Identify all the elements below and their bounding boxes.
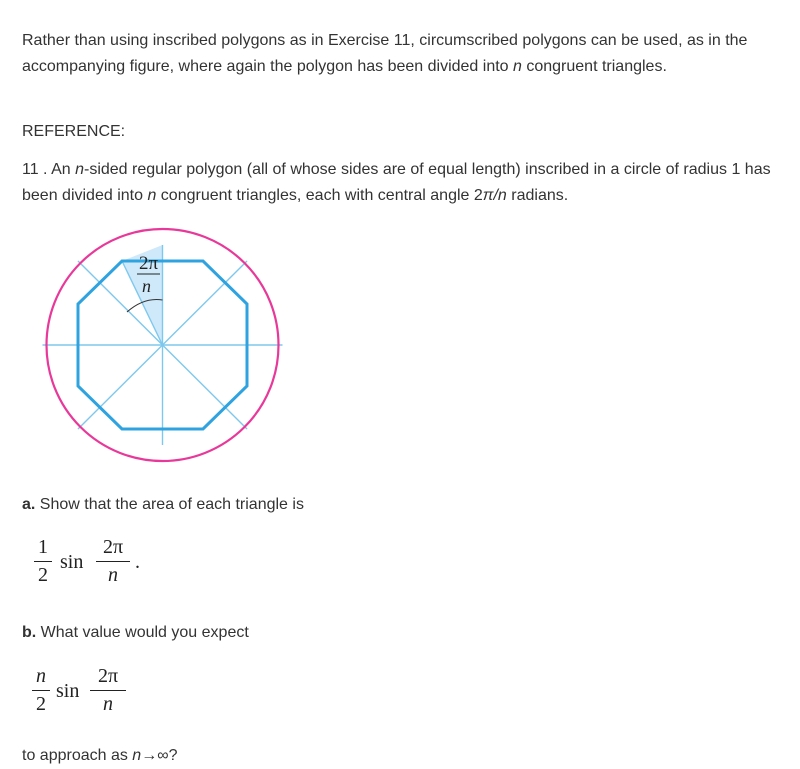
part-b-text: What value would you expect [36,624,249,641]
spoke-6 [163,261,248,345]
formula-b-coef-bar [32,690,50,691]
formula-b-argument [90,665,126,715]
part-b-tail-n: n [132,747,142,764]
intro-text-1: Rather than using inscribed polygons as in Exercise 11, circumscribed polygons can be used, as in the accompanying figure, where again the polygon has been divided into [22,32,748,75]
formula-a-arg-den: n [108,564,118,586]
part-a-label: a. [22,496,36,513]
formula-b-sin: sin [56,680,80,702]
formula-a-arg-bar [96,561,130,562]
intro-n: n [513,58,522,75]
formula-b-arg-num: 2π [97,665,119,687]
formula-a-arg-num: 2π [102,536,124,558]
spoke-8 [163,345,248,429]
formula-b-arg-den: n [103,693,113,715]
part-a-text: Show that the area of each triangle is [35,496,304,513]
intro-text-2: congruent triangles. [521,58,667,75]
part-b-tail-limit: →∞? [141,747,178,764]
part-b-tail-text: to approach as [22,747,133,764]
angle-label-numerator: 2π [139,253,159,274]
reference-end: radians. [506,187,569,204]
formula-b-coef-num: n [36,665,46,687]
reference-text-1: -sided regular polygon (all of whose sides are of equal length) inscribed in a circle of radius 1 has been divided into [22,161,771,204]
formula-a-sin: sin [60,551,84,573]
reference-text-2: congruent triangles, each with central angle 2 [156,187,483,204]
spoke-7 [78,345,163,429]
reference-paragraph [22,157,782,209]
reference-heading: REFERENCE: [22,123,126,140]
angle-label-denominator: n [142,276,151,296]
formula-a-coefficient [34,536,52,586]
formula-b [32,665,172,731]
formula-b-arg-bar [90,690,126,691]
reference-number: 11 . An [22,161,76,178]
part-a-paragraph [22,492,782,518]
formula-a [34,536,174,602]
reference-pi-over-n: π/n [482,187,507,204]
formula-b-coefficient [32,665,50,715]
formula-a-coef-bar [34,561,52,562]
polygon-figure [40,224,285,467]
formula-a-coef-num: 1 [38,536,48,558]
formula-a-argument [96,536,130,586]
part-b-paragraph [22,620,782,646]
formula-a-period: . [135,551,140,573]
reference-n2: n [147,187,157,204]
reference-n-sided: n [75,161,84,178]
formula-a-coef-den: 2 [38,564,48,586]
part-b-tail [22,743,782,769]
part-b-label: b. [22,624,37,641]
formula-b-coef-den: 2 [36,693,46,715]
intro-paragraph [22,28,782,80]
